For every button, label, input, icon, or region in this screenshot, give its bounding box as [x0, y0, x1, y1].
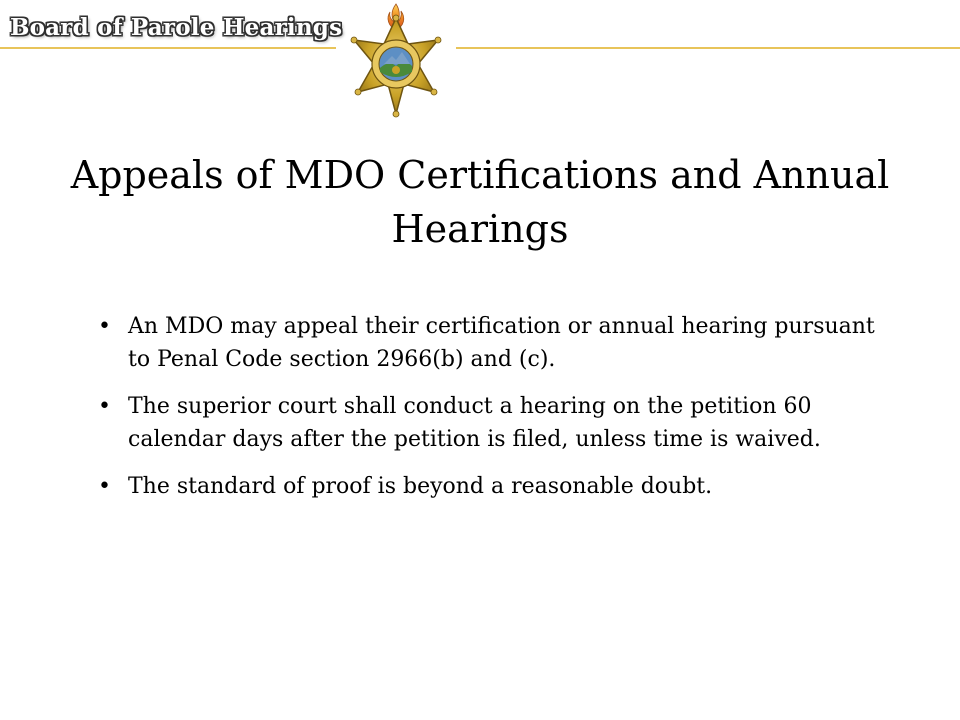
bullet-dot-icon: •	[98, 474, 111, 499]
bullet-text: The superior court shall conduct a hearing on the petition 60 calendar days after the petition is filed, unless time is waived.	[128, 394, 821, 452]
star-badge-seal-icon	[334, 0, 458, 126]
header-title: Board of Parole Hearings	[10, 14, 343, 41]
bullet-item	[94, 390, 894, 456]
bullet-text: The standard of proof is beyond a reasonable doubt.	[128, 474, 713, 499]
bullet-dot-icon: •	[98, 314, 111, 339]
bullet-text: An MDO may appeal their certification or annual hearing pursuant to Penal Code section 2966(b) and (c).	[128, 314, 875, 372]
bullet-dot-icon: •	[98, 394, 111, 419]
header-rule-right	[456, 47, 960, 49]
slide-title: Appeals of MDO Certifications and Annual Hearings	[70, 153, 890, 251]
header	[0, 0, 960, 120]
bullet-list	[94, 310, 894, 517]
header-rule-left	[0, 47, 336, 49]
bullet-item	[94, 470, 894, 503]
bullet-item	[94, 310, 894, 376]
